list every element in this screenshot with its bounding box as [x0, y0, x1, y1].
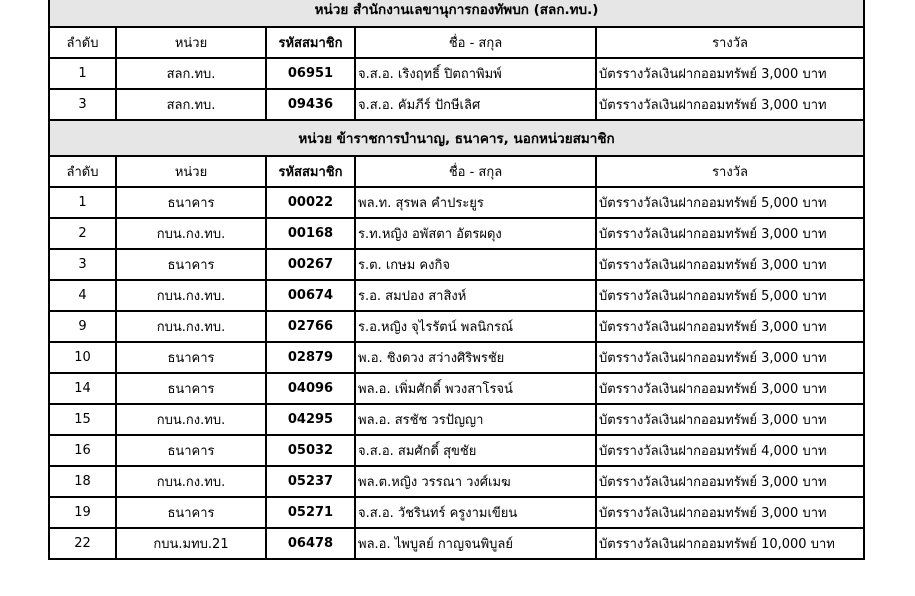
full-name-cell: พล.ท. สุรพล คำประยูร — [355, 187, 596, 218]
prize-cell: บัตรรางวัลเงินฝากออมทรัพย์ 3,000 บาท — [596, 58, 864, 89]
row-number-cell: 18 — [49, 466, 116, 497]
unit-cell: ธนาคาร — [116, 435, 266, 466]
full-name-cell: จ.ส.อ. คัมภีร์ ปักษีเลิศ — [355, 89, 596, 120]
member-id-cell: 04096 — [266, 373, 355, 404]
unit-cell: กบน.กง.ทบ. — [116, 404, 266, 435]
member-id-cell: 09436 — [266, 89, 355, 120]
row-number-cell: 22 — [49, 528, 116, 559]
header-prize: รางวัล — [596, 27, 864, 58]
section-title: หน่วย ข้าราชการบำนาญ, ธนาคาร, นอกหน่วยสมาชิก — [49, 120, 864, 156]
unit-cell: กบน.มทบ.21 — [116, 528, 266, 559]
full-name-cell: จ.ส.อ. เริงฤทธิ์ ปิตถาพิมพ์ — [355, 58, 596, 89]
prize-cell: บัตรรางวัลเงินฝากออมทรัพย์ 3,000 บาท — [596, 342, 864, 373]
table-row — [49, 466, 864, 497]
table-row — [49, 311, 864, 342]
section-header-row — [49, 0, 864, 27]
section-title: หน่วย สำนักงานเลขานุการกองทัพบก (สลก.ทบ.) — [49, 0, 864, 27]
prize-cell: บัตรรางวัลเงินฝากออมทรัพย์ 4,000 บาท — [596, 435, 864, 466]
unit-cell: กบน.กง.ทบ. — [116, 280, 266, 311]
row-number-cell: 1 — [49, 58, 116, 89]
header-full-name: ชื่อ - สกุล — [355, 27, 596, 58]
member-id-cell: 06478 — [266, 528, 355, 559]
table-row — [49, 373, 864, 404]
header-member-id: รหัสสมาชิก — [266, 156, 355, 187]
row-number-cell: 2 — [49, 218, 116, 249]
prize-cell: บัตรรางวัลเงินฝากออมทรัพย์ 3,000 บาท — [596, 218, 864, 249]
table-row — [49, 58, 864, 89]
prize-cell: บัตรรางวัลเงินฝากออมทรัพย์ 3,000 บาท — [596, 404, 864, 435]
member-id-cell: 05237 — [266, 466, 355, 497]
full-name-cell: ร.อ.หญิง จุไรรัตน์ พลนิกรณ์ — [355, 311, 596, 342]
table-row — [49, 280, 864, 311]
member-id-cell: 00267 — [266, 249, 355, 280]
header-full-name: ชื่อ - สกุล — [355, 156, 596, 187]
prize-cell: บัตรรางวัลเงินฝากออมทรัพย์ 3,000 บาท — [596, 89, 864, 120]
member-id-cell: 05032 — [266, 435, 355, 466]
row-number-cell: 9 — [49, 311, 116, 342]
header-unit: หน่วย — [116, 27, 266, 58]
member-id-cell: 06951 — [266, 58, 355, 89]
row-number-cell: 3 — [49, 89, 116, 120]
row-number-cell: 10 — [49, 342, 116, 373]
full-name-cell: จ.ส.อ. วัชรินทร์ ครูงามเขียน — [355, 497, 596, 528]
prize-cell: บัตรรางวัลเงินฝากออมทรัพย์ 5,000 บาท — [596, 187, 864, 218]
table-row — [49, 497, 864, 528]
section-header-row — [49, 120, 864, 156]
header-row-number: ลำดับ — [49, 27, 116, 58]
row-number-cell: 4 — [49, 280, 116, 311]
member-id-cell: 05271 — [266, 497, 355, 528]
prize-cell: บัตรรางวัลเงินฝากออมทรัพย์ 10,000 บาท — [596, 528, 864, 559]
unit-cell: ธนาคาร — [116, 342, 266, 373]
prize-cell: บัตรรางวัลเงินฝากออมทรัพย์ 3,000 บาท — [596, 249, 864, 280]
unit-cell: สลก.ทบ. — [116, 89, 266, 120]
row-number-cell: 19 — [49, 497, 116, 528]
member-id-cell: 00168 — [266, 218, 355, 249]
table-row — [49, 187, 864, 218]
unit-cell: ธนาคาร — [116, 249, 266, 280]
table-row — [49, 89, 864, 120]
full-name-cell: พล.อ. สรชัช วรปัญญา — [355, 404, 596, 435]
full-name-cell: พ.อ. ชิงดวง สว่างศิริพรชัย — [355, 342, 596, 373]
table-row — [49, 435, 864, 466]
full-name-cell: พล.ต.หญิง วรรณา วงศ์เมฆ — [355, 466, 596, 497]
column-header-row — [49, 156, 864, 187]
unit-cell: ธนาคาร — [116, 373, 266, 404]
unit-cell: ธนาคาร — [116, 497, 266, 528]
prize-winners-table — [48, 0, 865, 560]
header-row-number: ลำดับ — [49, 156, 116, 187]
member-id-cell: 02879 — [266, 342, 355, 373]
header-member-id: รหัสสมาชิก — [266, 27, 355, 58]
row-number-cell: 15 — [49, 404, 116, 435]
table-row — [49, 528, 864, 559]
full-name-cell: พล.อ. ไพบูลย์ กาญจนพิบูลย์ — [355, 528, 596, 559]
member-id-cell: 02766 — [266, 311, 355, 342]
unit-cell: กบน.กง.ทบ. — [116, 466, 266, 497]
unit-cell: สลก.ทบ. — [116, 58, 266, 89]
unit-cell: ธนาคาร — [116, 187, 266, 218]
prize-cell: บัตรรางวัลเงินฝากออมทรัพย์ 3,000 บาท — [596, 311, 864, 342]
table-row — [49, 404, 864, 435]
row-number-cell: 16 — [49, 435, 116, 466]
table-row — [49, 218, 864, 249]
table-row — [49, 342, 864, 373]
table-row — [49, 249, 864, 280]
member-id-cell: 04295 — [266, 404, 355, 435]
full-name-cell: ร.ท.หญิง อพัสตา อัตรผดุง — [355, 218, 596, 249]
column-header-row — [49, 27, 864, 58]
prize-cell: บัตรรางวัลเงินฝากออมทรัพย์ 3,000 บาท — [596, 497, 864, 528]
row-number-cell: 1 — [49, 187, 116, 218]
prize-cell: บัตรรางวัลเงินฝากออมทรัพย์ 5,000 บาท — [596, 280, 864, 311]
full-name-cell: ร.ต. เกษม คงกิจ — [355, 249, 596, 280]
full-name-cell: จ.ส.อ. สมศักดิ์ สุขชัย — [355, 435, 596, 466]
table-body — [49, 0, 864, 559]
header-prize: รางวัล — [596, 156, 864, 187]
row-number-cell: 3 — [49, 249, 116, 280]
row-number-cell: 14 — [49, 373, 116, 404]
full-name-cell: ร.อ. สมปอง สาสิงห์ — [355, 280, 596, 311]
full-name-cell: พล.อ. เพิ่มศักดิ์ พวงสาโรจน์ — [355, 373, 596, 404]
unit-cell: กบน.กง.ทบ. — [116, 218, 266, 249]
prize-cell: บัตรรางวัลเงินฝากออมทรัพย์ 3,000 บาท — [596, 373, 864, 404]
member-id-cell: 00022 — [266, 187, 355, 218]
spreadsheet-sheet — [48, 0, 863, 560]
member-id-cell: 00674 — [266, 280, 355, 311]
header-unit: หน่วย — [116, 156, 266, 187]
prize-cell: บัตรรางวัลเงินฝากออมทรัพย์ 3,000 บาท — [596, 466, 864, 497]
unit-cell: กบน.กง.ทบ. — [116, 311, 266, 342]
